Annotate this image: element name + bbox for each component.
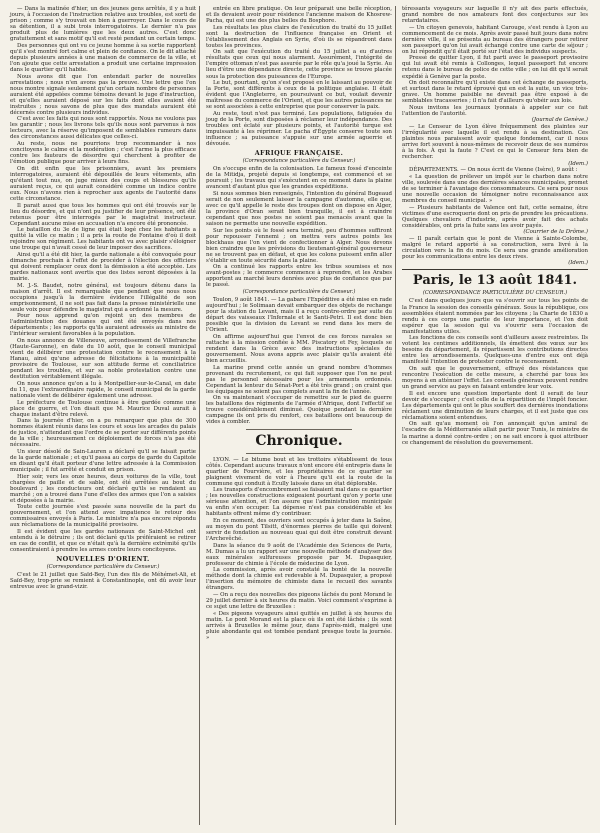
article-paragraph: Le bataillon du 3e de ligne qui était logé chez les habitants a quitté la ville ce matin ; il a pris la route de Fontaine d'où il doit rejoindre son régiment. Les habitants ont vu avec plaisir s'éloigner une troupe qui n'avait cessé de leur imposer des sacrifices. <box>10 227 196 252</box>
article-paragraph: En ce moment, des ouvriers sont occupés à jeter dans la Saône, au moyen du pont Tilsitt, d'énormes pierres de taille qui doivent servir de fondation au nouveau quai qui doit être construit devant l'Archevêché. <box>206 517 392 543</box>
source-attribution: (Courrier de la Drôme.) <box>523 229 588 236</box>
article-paragraph: C'est le 21 juillet que Saïd-Bey, l'un des fils de Méhémet-Ali, et Saïd-Bey, trop-prie se remient à Constantinople, ont dû avoir leur entrevue avec le grand-vizir. <box>10 572 196 591</box>
section-rule <box>246 453 352 454</box>
article-paragraph: Sur les points où le fossé sera terminé, peu d'hommes suffiront pour repousser l'ennemi ; on mettra vers autres points les blockhaus que l'on vient de confectionner à Alger. Nous devons bien craindre que les prévisions du lieutenant-général gouverneur ne se trouvent pas en défaut, et que les colons puissent enfin aller s'établir en toute sécurité dans la plaine. <box>206 227 392 264</box>
column-divider <box>395 6 396 825</box>
article-paragraph: Pressé de quitter Lyon, il fut parti avec le passeport provisoire qui lui avait été remis à Collonges, lequel passeport fut encore retenu dans le bureau de police de cette ville ; on lui dit qu'il serait expédié à Genève par la poste. <box>402 55 588 80</box>
article-paragraph: La marine prend cette année un grand nombre d'hommes provenant du recrutement, ce qui fait supposer que l'on ne peut pas le personnel nécessaire pour les armements ordonnés. Cependant la lenteur du Sénat-Port a été très grand ; on craint que les équipages ne soient pas complets avant la fin de l'année. <box>206 364 392 395</box>
section-heading: NOUVELLES D'ORIENT. <box>56 555 150 564</box>
section-rule <box>246 429 352 430</box>
article-paragraph: Au reste, nous ne pourrions trop recommander à nos concitoyens le calme et la modération ; c'est l'arme la plus efficace contre les fauteurs de désordre qui cherchent à profiter de l'émotion publique pour arriver à leurs fins. <box>10 141 196 166</box>
column-2 <box>206 6 392 641</box>
article-paragraph: Il parait aussi que tous les hommes qui ont été trouvés sur le lieu du désordre, et qui n'ont pu justifier de leur présence, ont été retenus pour être interrogés par le magistrat instructeur. Cependant aucune mise en accusation n'a encore été prononcée. <box>10 202 196 227</box>
section-double-rule <box>402 269 588 270</box>
article-paragraph: téressants voyageurs sur laquelle il n'y ait des paris effectués, grand nombre de nos amateurs font des conjectures sur les retardataires. <box>402 6 588 25</box>
section-byline: (Correspondance particulière du Censeur.) <box>46 564 160 571</box>
article-paragraph: On sait que le gouvernement, effrayé des résistances que rencontre l'exécution de cette mesure, a cherché par tous les moyens à en atténuer l'effet. Les conseils généraux peuvent rendre un grand service au pays en faisant entendre leur voix. <box>402 365 588 391</box>
article-paragraph: Les fonctions de ces conseils sont d'ailleurs assez restreintes. Ils votent les centimes additionnels, ils émettent des vœux sur les besoins du département, ils répartissent les contributions directes entre les arrondissements. Quelques-uns d'entre eux ont déjà manifesté l'intention de protester contre le recensement. <box>402 335 588 366</box>
article-paragraph: — Il paraît certain que le pont de Vienne à Sainte-Colombe, malgré le retard apporté à sa construction, sera livré à la circulation vers la fin du mois. Ce sera une grande amélioration pour les communications entre les deux rives. <box>402 235 588 260</box>
article-paragraph: Toulon, 9 août 1841. — La gabare l'Expéditive a été mise en rade aujourd'hui ; le Solimaan devait embarquer des objets de rechange pour la station du Levant, mais il a reçu contre-ordre par suite du départ des vaisseaux l'Infernale et le Santi-Petri. Il est donc bien possible que la division du Levant se rend dans les mers de l'Orient. <box>206 297 392 334</box>
article-paragraph: Un sieur désolé de Sain-Lauren a déclaré qu'il se faisait partie de la garde nationale ; et qu'il passa au corps de garde du Capitole en disant qu'il était porteur d'une lettre adressée à la Commission municipale ; il fut arrêté et conduit en prison. <box>10 448 196 474</box>
article-paragraph: Les transports d'encombrement se faisaient mal dans ce quartier ; les nouvelles constructions exigeaient pourtant qu'on y porte une sérieuse attention, et l'on assure que l'administration municipale va enfin s'en occuper. La dépense n'est pas considérable et les habitants offrent même d'y contribuer. <box>206 487 392 518</box>
article-paragraph: Hier soir, vers les onze heures, deux voitures de la ville, tout chargées de paille et de sable, ont été arrêtées au bout du boulevard ; les conducteurs ont déclaré qu'ils se rendaient au marché ; on a trouvé dans l'une d'elles des armes que l'on a saisies et déposées à la mairie. <box>10 473 196 504</box>
article-paragraph: On dit enfin que les prisonniers, avant les premiers interrogatoires, auraient été dépouillés de leurs vêtements, afin qu'étant tout nus, on juge mieux des coups et blessures qu'ils auraient reçus, ce qui aurait considéré comme un indice contre eux. Nous n'avons rien à reprocher aux agents de l'autorité dans cette circonstance. <box>10 165 196 202</box>
article-paragraph: Des personnes qui ont vu ce jeune homme à sa sortie rapportent qu'il s'est montré fort calme et plein de confiance. On le dit attaché depuis plusieurs années à une maison de commerce de la ville, et l'on ajoute que cette arrestation a produit une certaine impression dans le quartier qu'il habite. <box>10 42 196 73</box>
dateline-heading: Paris, le 13 août 1841. <box>412 273 578 289</box>
article-paragraph: DÉPARTEMENTS. — On nous écrit de Vienne (Isère), 9 août : <box>409 167 578 174</box>
chronique-heading: Chronique. <box>255 432 343 449</box>
article-paragraph: C'est avec les faits qui nous sont rapportés. Nous ne voulons pas les garantir ; nous les livrons tels qu'ils nous sont parvenus à nos lecteurs, avec la réserve qu'imposent de semblables rumeurs dans des circonstances aussi délicates que celles-ci. <box>10 116 196 141</box>
article-paragraph: On nous annonce qu'on a lu à Montpellier-sur-le-Canal, en date du 11, que l'extraordinaire rapide, le conseil municipal de la garde nationale vient de délibérer également une adresse. <box>10 380 196 399</box>
section-byline: (CORRESPONDANCE PARTICULIÈRE DU CENSEUR.) <box>422 290 568 297</box>
article-paragraph: On va maintenant s'occuper de remettre sur le pied de guerre les bataillons des régiments de l'armée d'Afrique, dont l'effectif se trouve considérablement diminué. Quoique pendant la dernière campagne ils ont pris du renfort, ces bataillons ont beaucoup de vides à combler. <box>206 395 392 426</box>
article-paragraph: On doit reconnaître qu'il existe dans cet échange de passeports, et surtout dans le retard éprouvé qui en est la suite, un vice très-grave. Un homme paisible ne devrait pas être exposé à de semblables tracasseries ; il n'a fait d'ailleurs qu'obéir aux lois. <box>402 80 588 105</box>
article-paragraph: Dans la séance du 9 août de l'Académie des Sciences de Paris, M. Dumas a lu un rapport sur une nouvelle méthode d'analyser des eaux minérales sulfureuses proposée par M. Dupasquier, professeur de chimie à l'école de médecine de Lyon. <box>206 542 392 567</box>
section-heading: AFRIQUE FRANÇAISE. <box>254 149 344 158</box>
article-paragraph: « Des pigeons voyageurs ainsi quittés en juillet à six heures du matin. Le pont Morand est la place où ils ont été lâchés ; ils sont arrivés à Bruxelles le même jour, dans l'après-midi, malgré une pluie abondante qui est tombée pendant presque toute la journée. » <box>206 610 392 641</box>
article-paragraph: On nous annonce de Villeneuve, arrondissement de Villefranche (Haute-Garonne), en date du 10 août, que le conseil municipal vient de délibérer une protestation contre le recensement à la Hanau, ainsi qu'une adresse de félicitations à la municipalité provisoire de Toulouse, sur son attitude ferme et conciliatrice pendant les troubles, et sur sa noble protestation contre une destitution véritablement illégale. <box>10 338 196 381</box>
article-paragraph: « La question de prélever un impôt sur le charbon dans notre ville, soulevée dans une des dernières séances municipales, promet de se terminer à l'avantage des consommateurs. Ce sera pour nous une nouvelle occasion de témoigner notre reconnaissance aux membres du conseil municipal. » <box>402 173 588 204</box>
source-attribution: (Idem.) <box>568 260 588 267</box>
article-paragraph: La commission, après avoir constaté la bonté de la nouvelle méthode dont la chimie est redevable à M. Dupasquier, a proposé l'insertion du mémoire de chimiste dans le recueil des savants étrangers. <box>206 567 392 592</box>
section-byline: (Correspondance particulière du Censeur.) <box>242 289 356 296</box>
article-paragraph: Toute cette journée s'est passée sans nouvelle de la part du gouvernement, et l'on attend avec impatience le retour des commissaires envoyés à Paris. Le ministre n'a pas encore répondu aux réclamations de la municipalité provisoire. <box>10 504 196 529</box>
article-paragraph: Nous avons dit que l'on entendait parler de nouvelles arrestations ; nous n'en avons pas la preuve. Une lettre que l'on nous montre signale seulement qu'un certain nombre de personnes auraient été appelées comme témoins devant le juge d'instruction, et qu'elles auraient déposé sur les faits dont elles avaient été instruites ; nous savons de plus que des mandats auraient été décernés contre plusieurs individus. <box>10 73 196 116</box>
article-paragraph: — Le Censeur de Lyon élève fréquemment des plaintes sur l'irrégularité avec laquelle il est rendu à sa destination. Ces plaintes nous paraissent avoir quelque fondement, car il nous arrive fort souvent à nous-mêmes de recevoir deux de ses numéros à la fois. À qui la faute ? C'est ce qui le Censeur fera bien de rechercher. <box>402 123 588 161</box>
article-paragraph: Il est encore une question importante dont il serait de leur devoir de s'occuper ; c'est celle de la répartition de l'impôt foncier. Les départements qui ont le plus souffert des dernières inondations réclament une diminution de leurs charges, et il est juste que ces réclamations soient entendues. <box>402 390 588 421</box>
article-paragraph: On affirme aujourd'hui que l'envoi de ces forces navales se rattache à la mission confiée à MM. Piscatory et Fey, lesquels se rendent dans la Grèce avec des instructions spéciales du gouvernement. Nous avons appris avec plaisir qu'ils avaient été bien accueillis. <box>206 333 392 364</box>
article-paragraph: On s'occupe enfin de la colonisation. Le fameux fossé d'enceinte de la Mitidja, projeté depuis si longtemps, est commencé et se poursuit ; les travaux qui s'exécutent en ce moment dans la plaine avancent d'autant plus que les grandes expéditions. <box>206 166 392 191</box>
article-paragraph: Le but, pourtant, qu'on s'est proposé en le laissant au pouvoir de la Porte, sont différents à ceux de la politique anglaise. Il était évident que l'Angleterre, en poursuivant ce but, voulait devenir maîtresse du commerce de l'Orient, et que les autres puissances ne se sont associées à cette entreprise que pour conserver la paix. <box>206 80 392 111</box>
article-paragraph: Le préfecture de Toulouse continue à être gardée comme une place de guerre, et l'on disait que M. Maurice Duval aurait à chaque instant d'être relevé. <box>10 399 196 418</box>
article-paragraph: Nous invitons les journaux lyonnais à appeler sur ce fait l'attention de l'autorité. <box>402 104 588 117</box>
article-paragraph: On sait qu'au moment où l'on annonçait qu'un amiral de l'escadre de la Méditerranée allait partir pour Tunis, le ministre de la marine a donné contre-ordre ; on ne sait encore à quoi attribuer ce changement de résolution du gouvernement. <box>402 421 588 446</box>
article-paragraph: — Plusieurs habitants de Valence ont fait, cette semaine, être victimes d'une escroquerie dont on pris de prendre les précautions. Quelques chevaliers d'industrie, après avoir fait des achats considérables, ont pris la fuite sans les avoir payés. <box>402 204 588 229</box>
article-paragraph: Ainsi qu'il a été dit hier, la garde nationale a été convoquée pour dimanche prochain à l'effet de procéder à l'élection des officiers qui doivent remplacer ceux dont la démission a été acceptée. Les gardes nationaux sont avertis que des listes seront déposées à la mairie. <box>10 251 196 283</box>
article-paragraph: Les résultats les plus clairs de l'exécution du traité du 15 juillet sont la destruction de l'influence française en Orient et l'établissement des Anglais en Syrie, d'où ils se répandront dans toutes les provinces. <box>206 24 392 49</box>
article-paragraph: Il est évident que les gardes nationaux de Saint-Michel ont entendu à le détruire ; ils ont déclaré qu'ils préféraient se retirer en cas de conflit, et que ce n'était qu'à la dernière extrémité qu'ils consentiraient à prendre les armes contre leurs concitoyens. <box>10 528 196 554</box>
article-paragraph: Pour nous apprend qu'on rejoint un des membres de l'administration des douanes qui ont été envoyés dans nos départements ; les rapports qu'ils auraient adressés au ministre de l'intérieur seraient favorables à la population. <box>10 313 196 338</box>
article-paragraph: Au reste, tout n'est pas terminé. Les populations, fatiguées du joug de la Porte, sont disposées à réclamer leur indépendance. Des troubles ont éclaté sur plusieurs points, et l'autorité turque est impuissante à les réprimer. Le pacha d'Égypte conserve toute son influence ; sa puissance s'appuie sur une armée aguerrie et dévouée. <box>206 110 392 148</box>
column-divider <box>199 6 200 825</box>
article-paragraph: entrée en libre pratique. On leur préparait une belle réception, et ils devaient avoir pour résidence l'ancienne maison de Khosrew-Pacha, qui est une des plus belles du Bosphore. <box>206 6 392 25</box>
article-paragraph: — On a reçu des nouvelles des pigeons lâchés du pont Morand le 29 juillet dernier à six heures du matin. Voici comment s'exprime à ce sujet une lettre de Bruxelles : <box>206 592 392 611</box>
source-attribution: (Idem.) <box>568 160 588 167</box>
article-paragraph: Dans la journée d'hier, on a pu remarquer que plus de 300 hommes étaient réunis dans les cours et sous les arcades du palais de justice, n'attendant que l'ordre de se porter sur différents points de la ville ; heureusement ce déploiement de forces n'a pas été nécessaire. <box>10 418 196 449</box>
article-paragraph: LYON. — Le bitume bout et les trottoirs s'établissent de tous côtés. Cependant aucuns travaux n'ont encore été entrepris dans le quartier de Fourvière, et les propriétaires de ce quartier se plaignent vivement de voir à l'heure qu'il est la route de la commune qui conduit à Ecully laissée dans un état déplorable. <box>206 456 392 487</box>
article-paragraph: — Dans la matinée d'hier, un des jeunes gens arrêtés, il y a huit jours, à l'occasion de l'instruction relative aux troubles, est sorti de prison ; comme s'y trouvait en bien à guerroyer. Dans le cours de sa détention, il a subi trois interrogatoires. Le dernier n'a pas produit plus de lumières que les deux autres. C'est donc gratuitement et sans motif qu'il est resté pendant un certain temps. <box>10 6 196 43</box>
article-paragraph: On sait que l'exécution du traité du 15 juillet a eu d'autres résultats que ceux qui nous alarment. Assurément, l'intégrité de l'empire ottoman n'est pas assurée par le rôle qu'a joué la Syrie. Au lieu d'être une dépendance directe, cette province se trouve placée sous la protection des puissances de l'Europe. <box>206 49 392 80</box>
article-paragraph: C'est dans quelques jours que va s'ouvrir sur tous les points de la France la session des conseils généraux. Sous la république, ces assemblées étaient nommées par les citoyens ; la Charte de 1830 a rendu à ces corps une partie de leur importance, et l'on doit espérer que la session qui va s'ouvrir sera l'occasion de manifestations utiles. <box>402 298 588 335</box>
column-1 <box>10 6 196 591</box>
article-paragraph: On a continué les rapports entre les tribus soumises et nos avant-postes ; le commerce commence à reprendre, et les Arabes apportent au marché leurs denrées avec plus de confiance que par le passé. <box>206 264 392 289</box>
section-byline: (Correspondance particulière du Censeur.) <box>242 158 356 165</box>
article-paragraph: Si nous sommes bien renseignés, l'intention du général Bugeaud serait de non seulement laisser la campagne d'automne, elle que, avec ce qu'il appelle le reste des troupes dont on dispose en Alger, la province d'Oran serait bien tranquille, il est à craindre cependant que nos postes ne soient pas menacés avant que la saison ne permette une nouvelle expédition. <box>206 190 392 227</box>
column-3 <box>402 6 588 446</box>
source-attribution: (Journal de Genève.) <box>531 117 588 124</box>
article-paragraph: — Un citoyen genevois, habitant Carouge, s'est rendu à Lyon au commencement de ce mois. Après avoir passé huit jours dans notre dernière ville, il se présenta au bureau des étrangers pour retirer son passeport qu'on lui avait échangé contre une carte de séjour ; on lui répondit qu'il était porté sur l'état des individus suspects. <box>402 24 588 55</box>
article-paragraph: M. J.-S. Baudet, notre général, est toujours détenu dans la maison d'arrêt. Il est remarquable que pendant que nous nous occupions jusqu'à la dernière évidence l'illégalité de son emprisonnement, il ne soit pas fait dans la presse ministérielle une seule voix pour défendre le magistrat qui a ordonné la mesure. <box>10 282 196 313</box>
